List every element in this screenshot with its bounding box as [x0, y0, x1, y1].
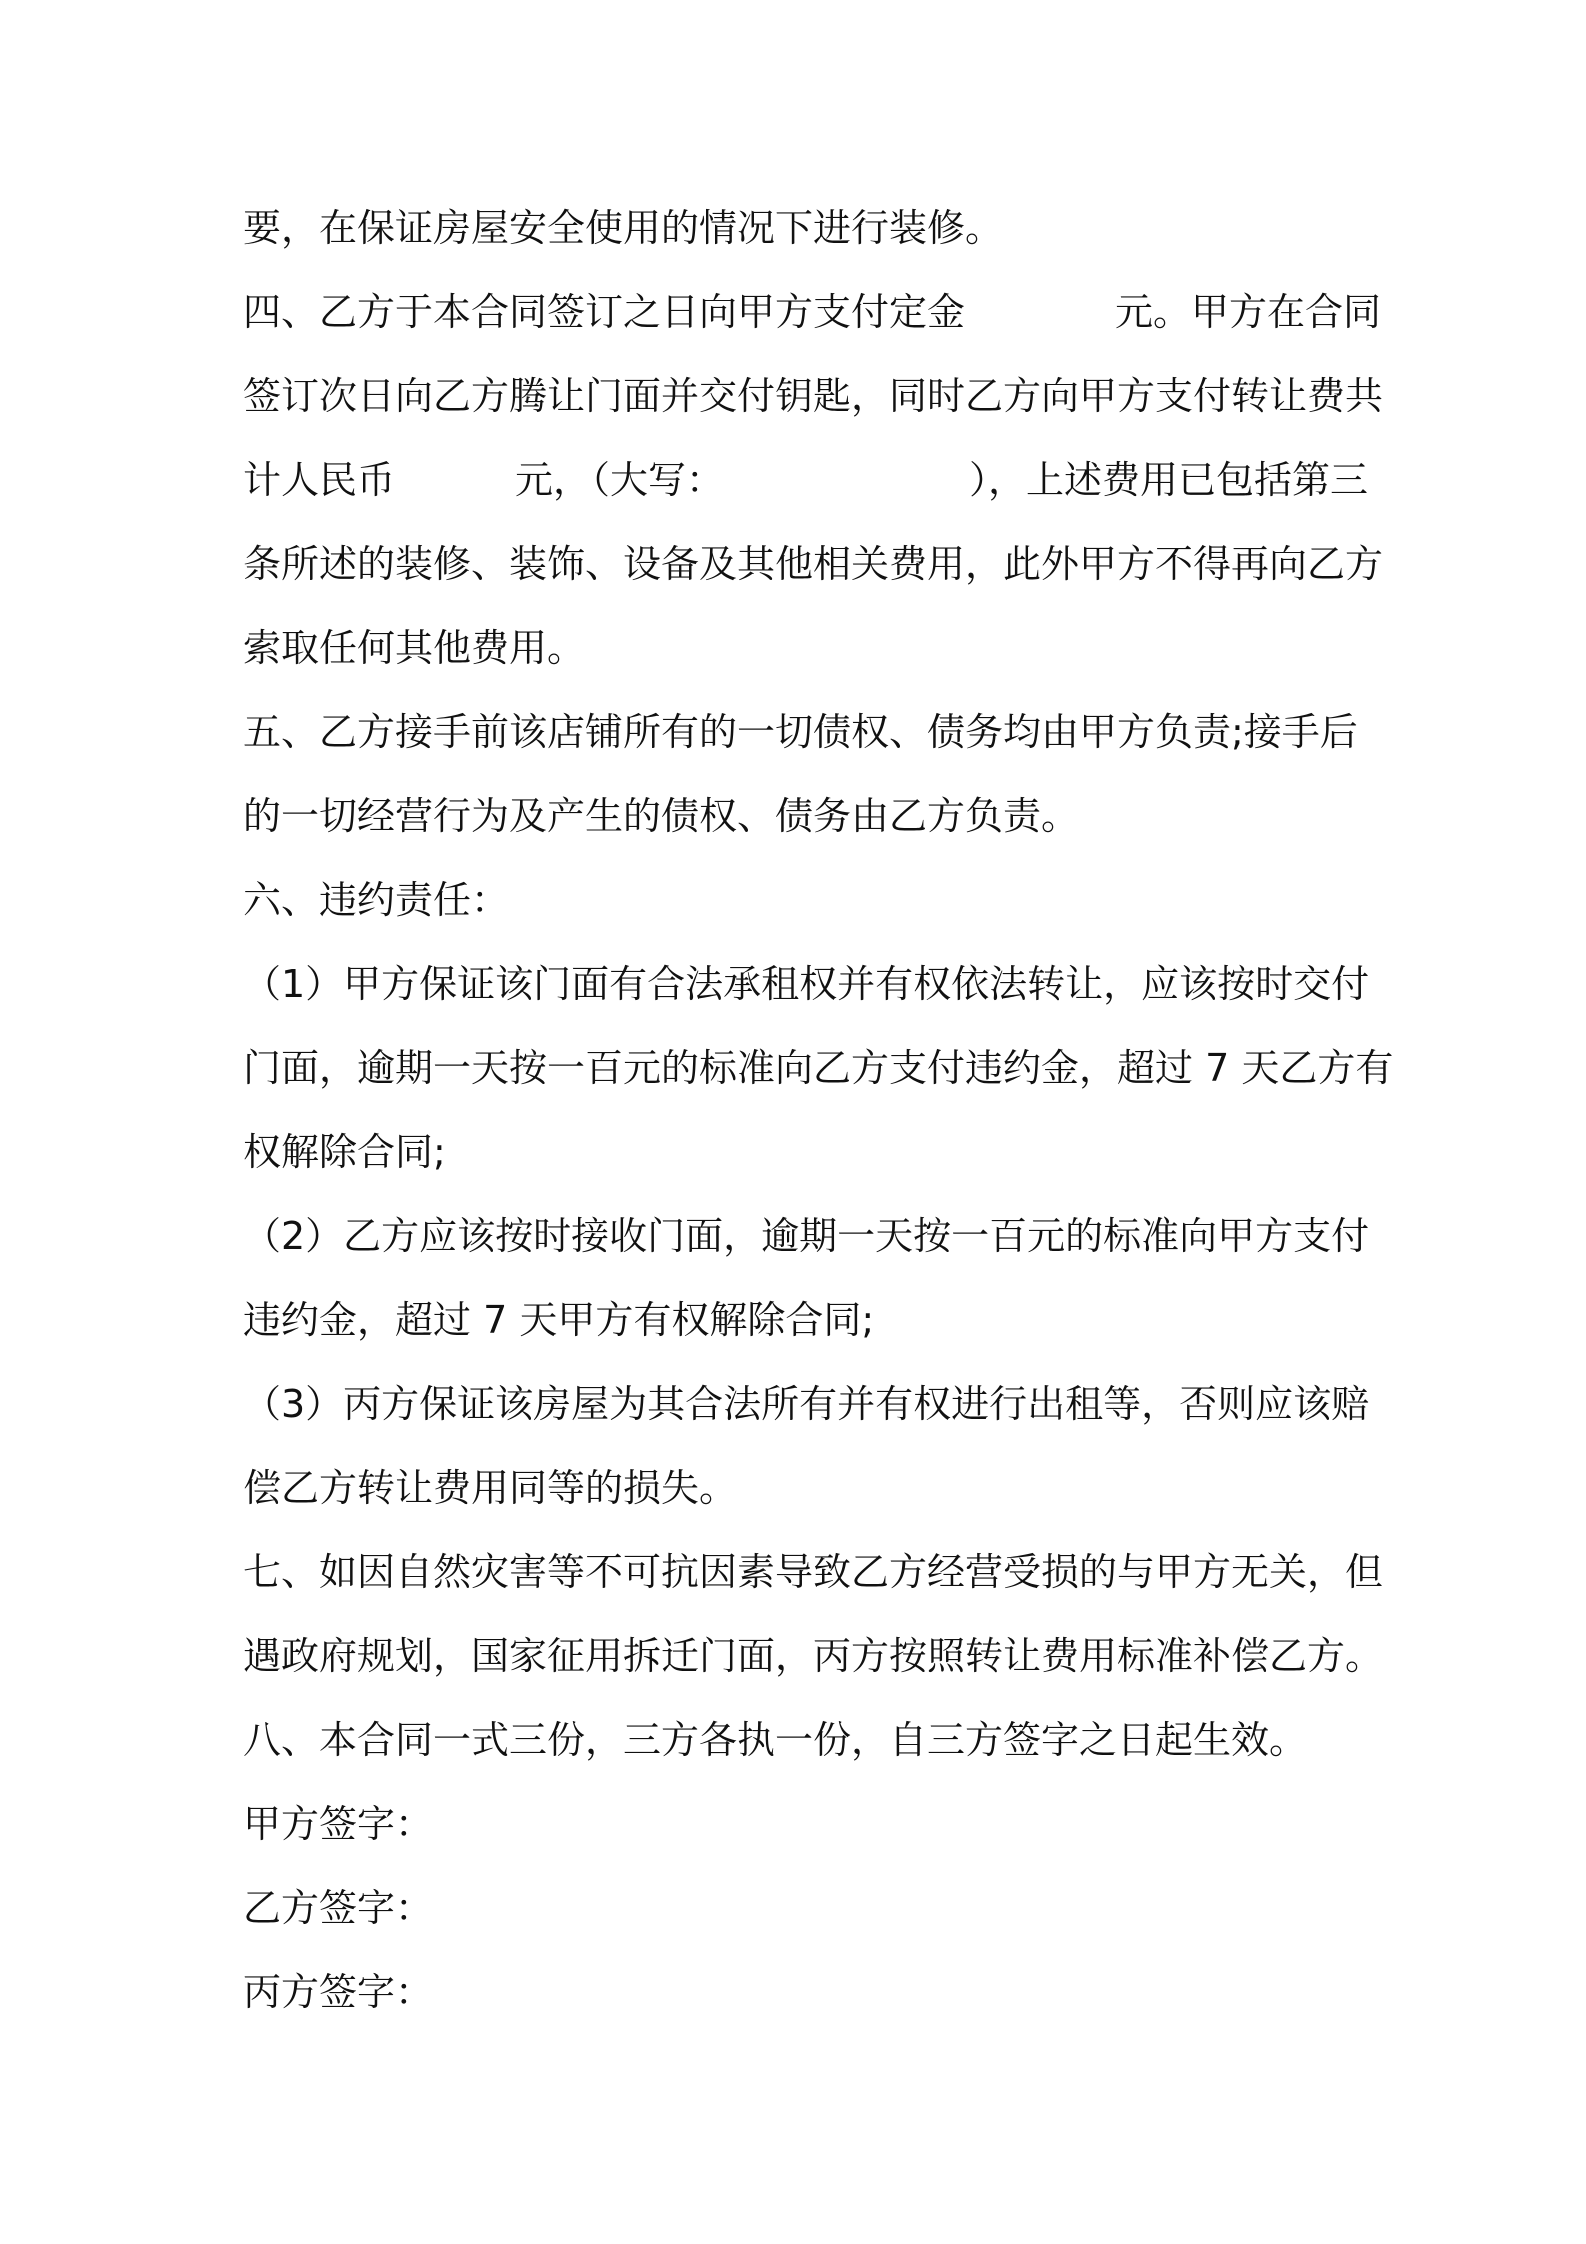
text-line-14-content: 违约金，超过 7 天甲方有权解除合同; — [243, 1298, 875, 1342]
text-line-15-content: （3）丙方保证该房屋为其合法所有并有权进行出租等，否则应该赔 — [243, 1382, 1370, 1426]
text-line-5-content: 条所述的装修、装饰、设备及其他相关费用，此外甲方不得再向乙方 — [243, 542, 1384, 586]
deposit-text-after: 元。甲方在合同 — [1115, 290, 1382, 334]
signature-label-party-b: 乙方签字： — [243, 1886, 434, 1930]
text-line-7-content: 五、乙方接手前该店铺所有的一切债权、债务均由甲方负责;接手后 — [243, 710, 1358, 754]
text-line-1 — [243, 186, 1353, 270]
text-line-3-content: 签订次日向乙方腾让门面并交付钥匙，同时乙方向甲方支付转让费共 — [243, 374, 1384, 418]
text-line-19-content: 八、本合同一式三份，三方各执一份，自三方签字之日起生效。 — [243, 1718, 1308, 1762]
text-line-16 — [243, 1446, 1353, 1530]
signature-line-party-c — [243, 1950, 1353, 2034]
text-line-14 — [243, 1278, 1353, 1362]
text-line-15 — [243, 1362, 1370, 1446]
signature-label-party-c: 丙方签字： — [243, 1970, 434, 2014]
signature-line-party-a — [243, 1782, 1353, 1866]
text-line-6 — [243, 606, 1353, 690]
text-line-12-content: 权解除合同; — [243, 1130, 446, 1174]
text-line-6-content: 索取任何其他费用。 — [243, 626, 586, 670]
text-line-18 — [243, 1614, 1384, 1698]
text-line-2 — [243, 270, 1382, 354]
signature-label-party-a: 甲方签字： — [243, 1802, 434, 1846]
section-heading-breach-text: 六、违约责任： — [243, 878, 510, 922]
daxie-label: 元，（大写： — [515, 458, 725, 502]
text-line-16-content: 偿乙方转让费用同等的损失。 — [243, 1466, 738, 1510]
text-line-8-content: 的一切经营行为及产生的债权、债务由乙方负责。 — [243, 794, 1080, 838]
text-line-8 — [243, 774, 1353, 858]
text-line-13 — [243, 1194, 1370, 1278]
text-line-17 — [243, 1530, 1384, 1614]
text-line-3 — [243, 354, 1384, 438]
text-line-11 — [243, 1026, 1394, 1110]
text-line-7 — [243, 690, 1358, 774]
text-line-18-content: 遇政府规划，国家征用拆迁门面，丙方按照转让费用标准补偿乙方。 — [243, 1634, 1384, 1678]
text-line-1-content: 要，在保证房屋安全使用的情况下进行装修。 — [243, 206, 1004, 250]
text-line-5 — [243, 522, 1384, 606]
signature-line-party-b — [243, 1866, 1353, 1950]
section-heading-breach — [243, 858, 1353, 942]
text-line-17-content: 七、如因自然灾害等不可抗因素导致乙方经营受损的与甲方无关，但 — [243, 1550, 1384, 1594]
text-line-10-content: （1）甲方保证该门面有合法承租权并有权依法转让，应该按时交付 — [243, 962, 1370, 1006]
text-line-10 — [243, 942, 1370, 1026]
text-line-11-content: 门面，逾期一天按一百元的标准向乙方支付违约金，超过 7 天乙方有 — [243, 1046, 1394, 1090]
deposit-text-before: 四、乙方于本合同签订之日向甲方支付定金 — [243, 290, 966, 334]
text-line-13-content: （2）乙方应该按时接收门面，逾期一天按一百元的标准向甲方支付 — [243, 1214, 1370, 1258]
daxie-text-after: ），上述费用已包括第三 — [969, 458, 1369, 502]
amount-label: 计人民币 — [243, 458, 396, 502]
text-line-4 — [243, 438, 1369, 522]
text-line-12 — [243, 1110, 1353, 1194]
text-line-19 — [243, 1698, 1353, 1782]
